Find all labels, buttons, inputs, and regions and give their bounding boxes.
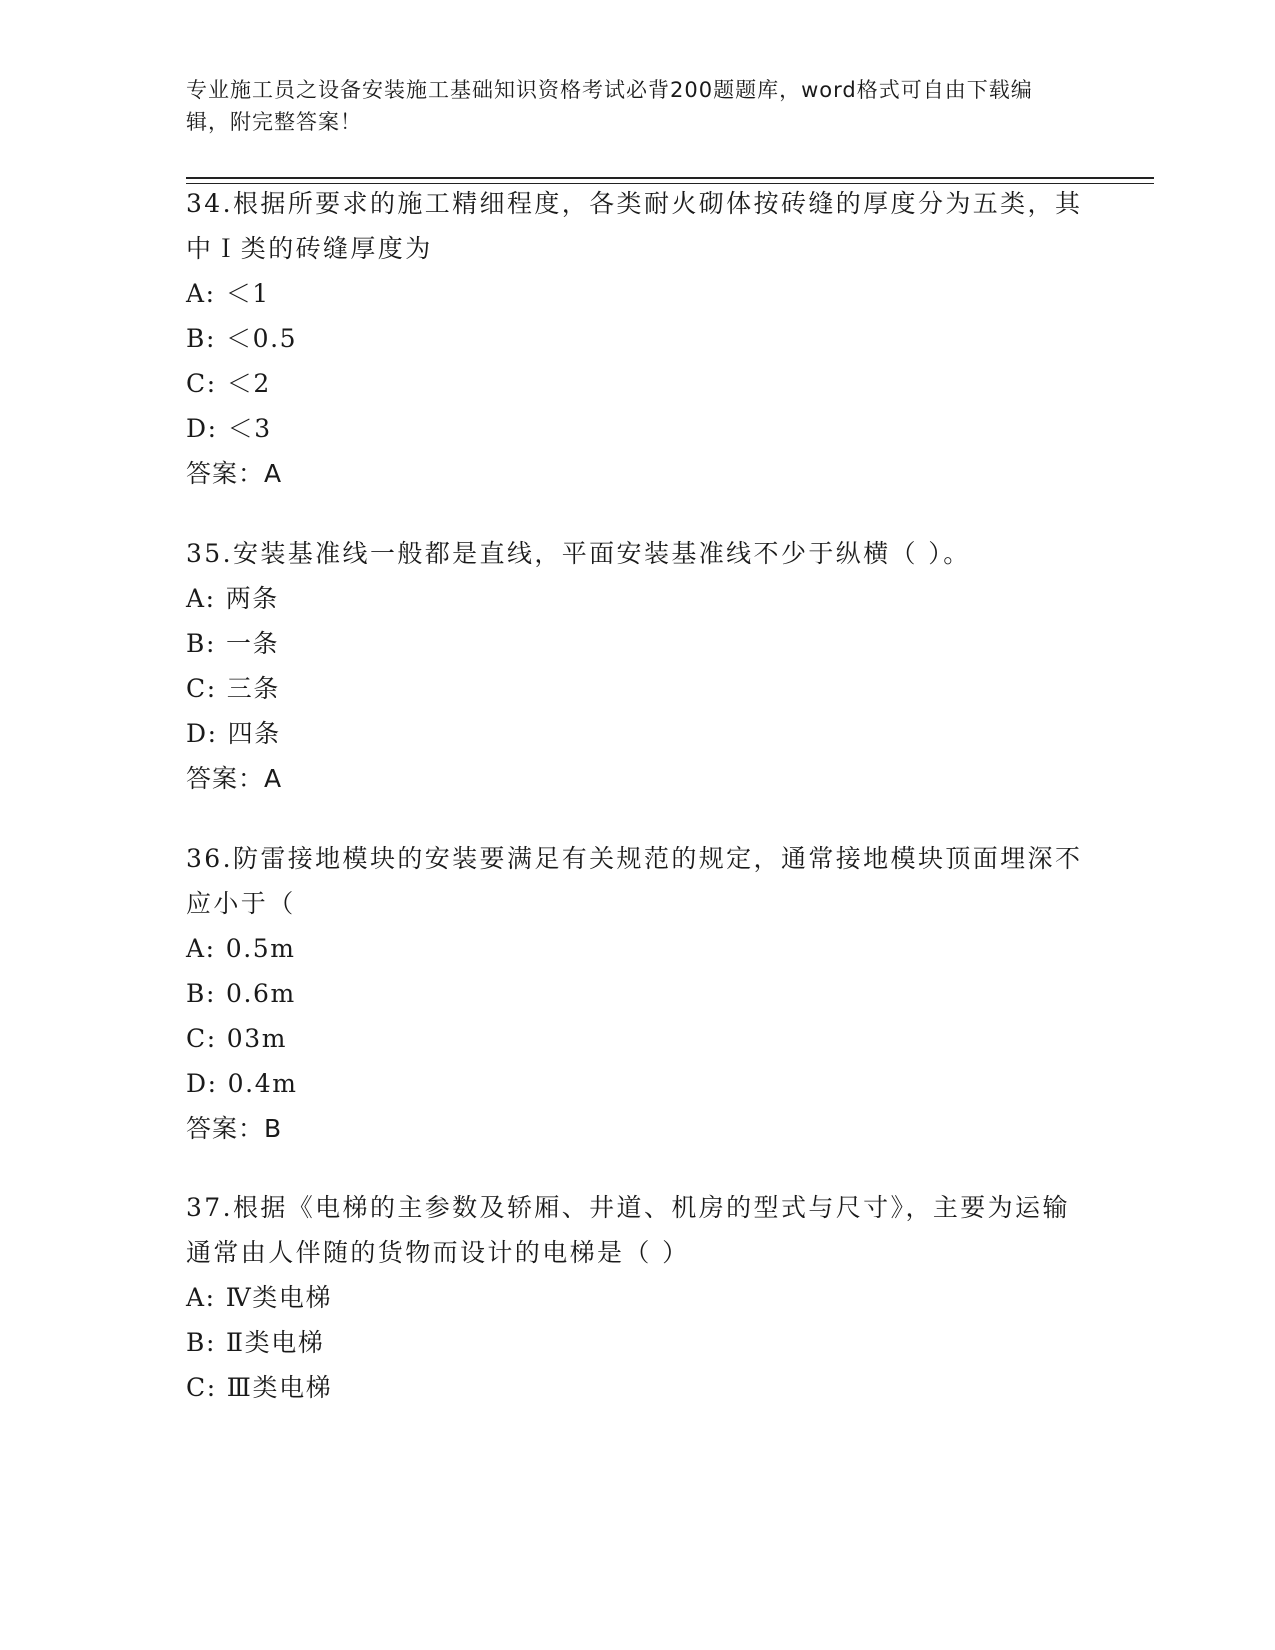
option-d: D: 0.4m <box>186 1069 298 1098</box>
question-34 <box>186 181 1086 496</box>
header-divider-thick <box>186 177 1154 179</box>
option-c: C: Ⅲ类电梯 <box>186 1373 333 1402</box>
option-a: A: ＜1 <box>186 279 270 308</box>
answer: 答案：A <box>186 459 283 488</box>
option-d: D: ＜3 <box>186 414 272 443</box>
question-text: 34.根据所要求的施工精细程度，各类耐火砌体按砖缝的厚度分为五类，其中Ｉ类的砖缝厚度为 <box>186 189 1083 263</box>
answer: 答案：A <box>186 764 283 793</box>
option-b: B: ＜0.5 <box>186 324 298 353</box>
option-c: C: 三条 <box>186 674 280 703</box>
question-36 <box>186 836 1086 1151</box>
option-c: C: ＜2 <box>186 369 271 398</box>
document-header: 专业施工员之设备安装施工基础知识资格考试必背200题题库，word格式可自由下载编辑，附完整答案！ <box>186 78 1033 134</box>
option-b: B: Ⅱ类电梯 <box>186 1328 325 1357</box>
question-text: 36.防雷接地模块的安装要满足有关规范的规定，通常接地模块顶面埋深不应小于（ <box>186 844 1083 918</box>
option-b: B: 0.6m <box>186 979 296 1008</box>
question-text: 35.安装基准线一般都是直线，平面安装基准线不少于纵横（ ）。 <box>186 539 971 568</box>
question-37 <box>186 1185 1086 1410</box>
option-a: A: 0.5m <box>186 934 296 963</box>
option-a: A: 两条 <box>186 584 279 613</box>
question-text: 37.根据《电梯的主参数及轿厢、井道、机房的型式与尺寸》，主要为运输通常由人伴随的货物而设计的电梯是（ ） <box>186 1193 1070 1267</box>
question-35 <box>186 531 1086 801</box>
option-c: C: 03m <box>186 1024 288 1053</box>
option-d: D: 四条 <box>186 719 281 748</box>
option-b: B: 一条 <box>186 629 280 658</box>
option-a: A: Ⅳ类电梯 <box>186 1283 333 1312</box>
answer: 答案：B <box>186 1114 283 1143</box>
